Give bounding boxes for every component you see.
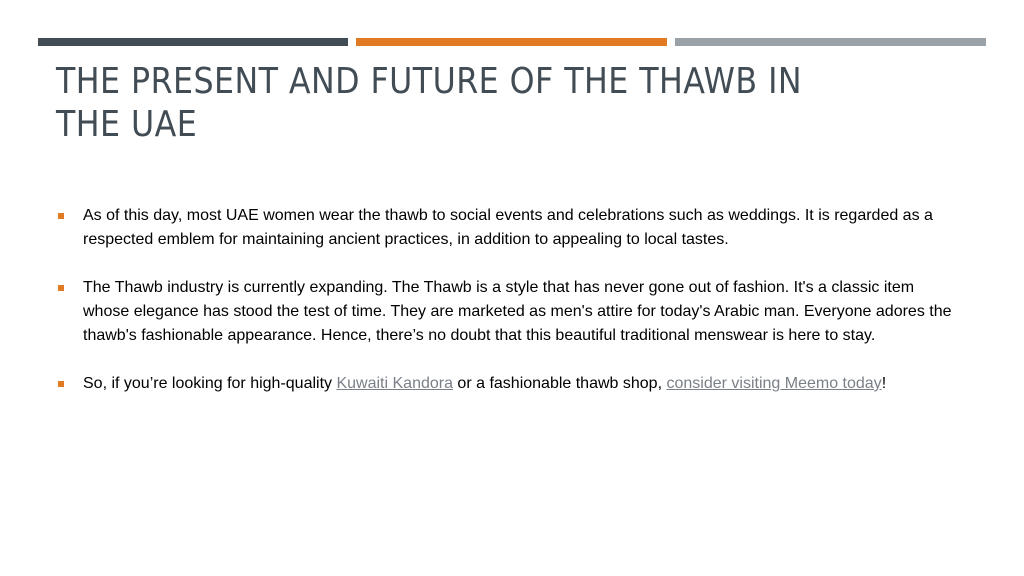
bullet-list: [58, 204, 958, 420]
accent-bar-gray: [675, 38, 986, 46]
bullet-item: [58, 276, 958, 348]
bullet-item: [58, 204, 958, 252]
accent-bar-orange: [356, 38, 667, 46]
bullet-text-middle: or a fashionable thawb shop,: [452, 375, 667, 392]
slide-title: THE PRESENT AND FUTURE OF THE THAWB IN THE UAE: [56, 61, 803, 145]
kuwaiti-kandora-link[interactable]: Kuwaiti Kandora: [336, 375, 453, 392]
bullet-item: [58, 372, 958, 396]
bullet-text: The Thawb industry is currently expanding. The Thawb is a style that has never gone out of fashion. It's a classic item whose elegance has stood the test of time. They are marketed as men's attire for today's Arabic man. Everyone adores the thawb's fashionable appearance. Hence, there’s no doubt that this beautiful traditional menswear is here to stay.: [83, 279, 952, 344]
square-bullet-icon: [58, 381, 64, 387]
visit-meemo-link[interactable]: consider visiting Meemo today: [666, 375, 882, 392]
bullet-text-suffix: !: [881, 375, 887, 392]
accent-bar-dark: [38, 38, 348, 46]
header-accent-bars: [38, 38, 986, 46]
bullet-text: As of this day, most UAE women wear the thawb to social events and celebrations such as weddings. It is regarded as a respected emblem for maintaining ancient practices, in addition to appealing to local tastes.: [83, 207, 933, 248]
square-bullet-icon: [58, 285, 64, 291]
square-bullet-icon: [58, 213, 64, 219]
bullet-text-prefix: So, if you’re looking for high-quality: [83, 375, 337, 392]
